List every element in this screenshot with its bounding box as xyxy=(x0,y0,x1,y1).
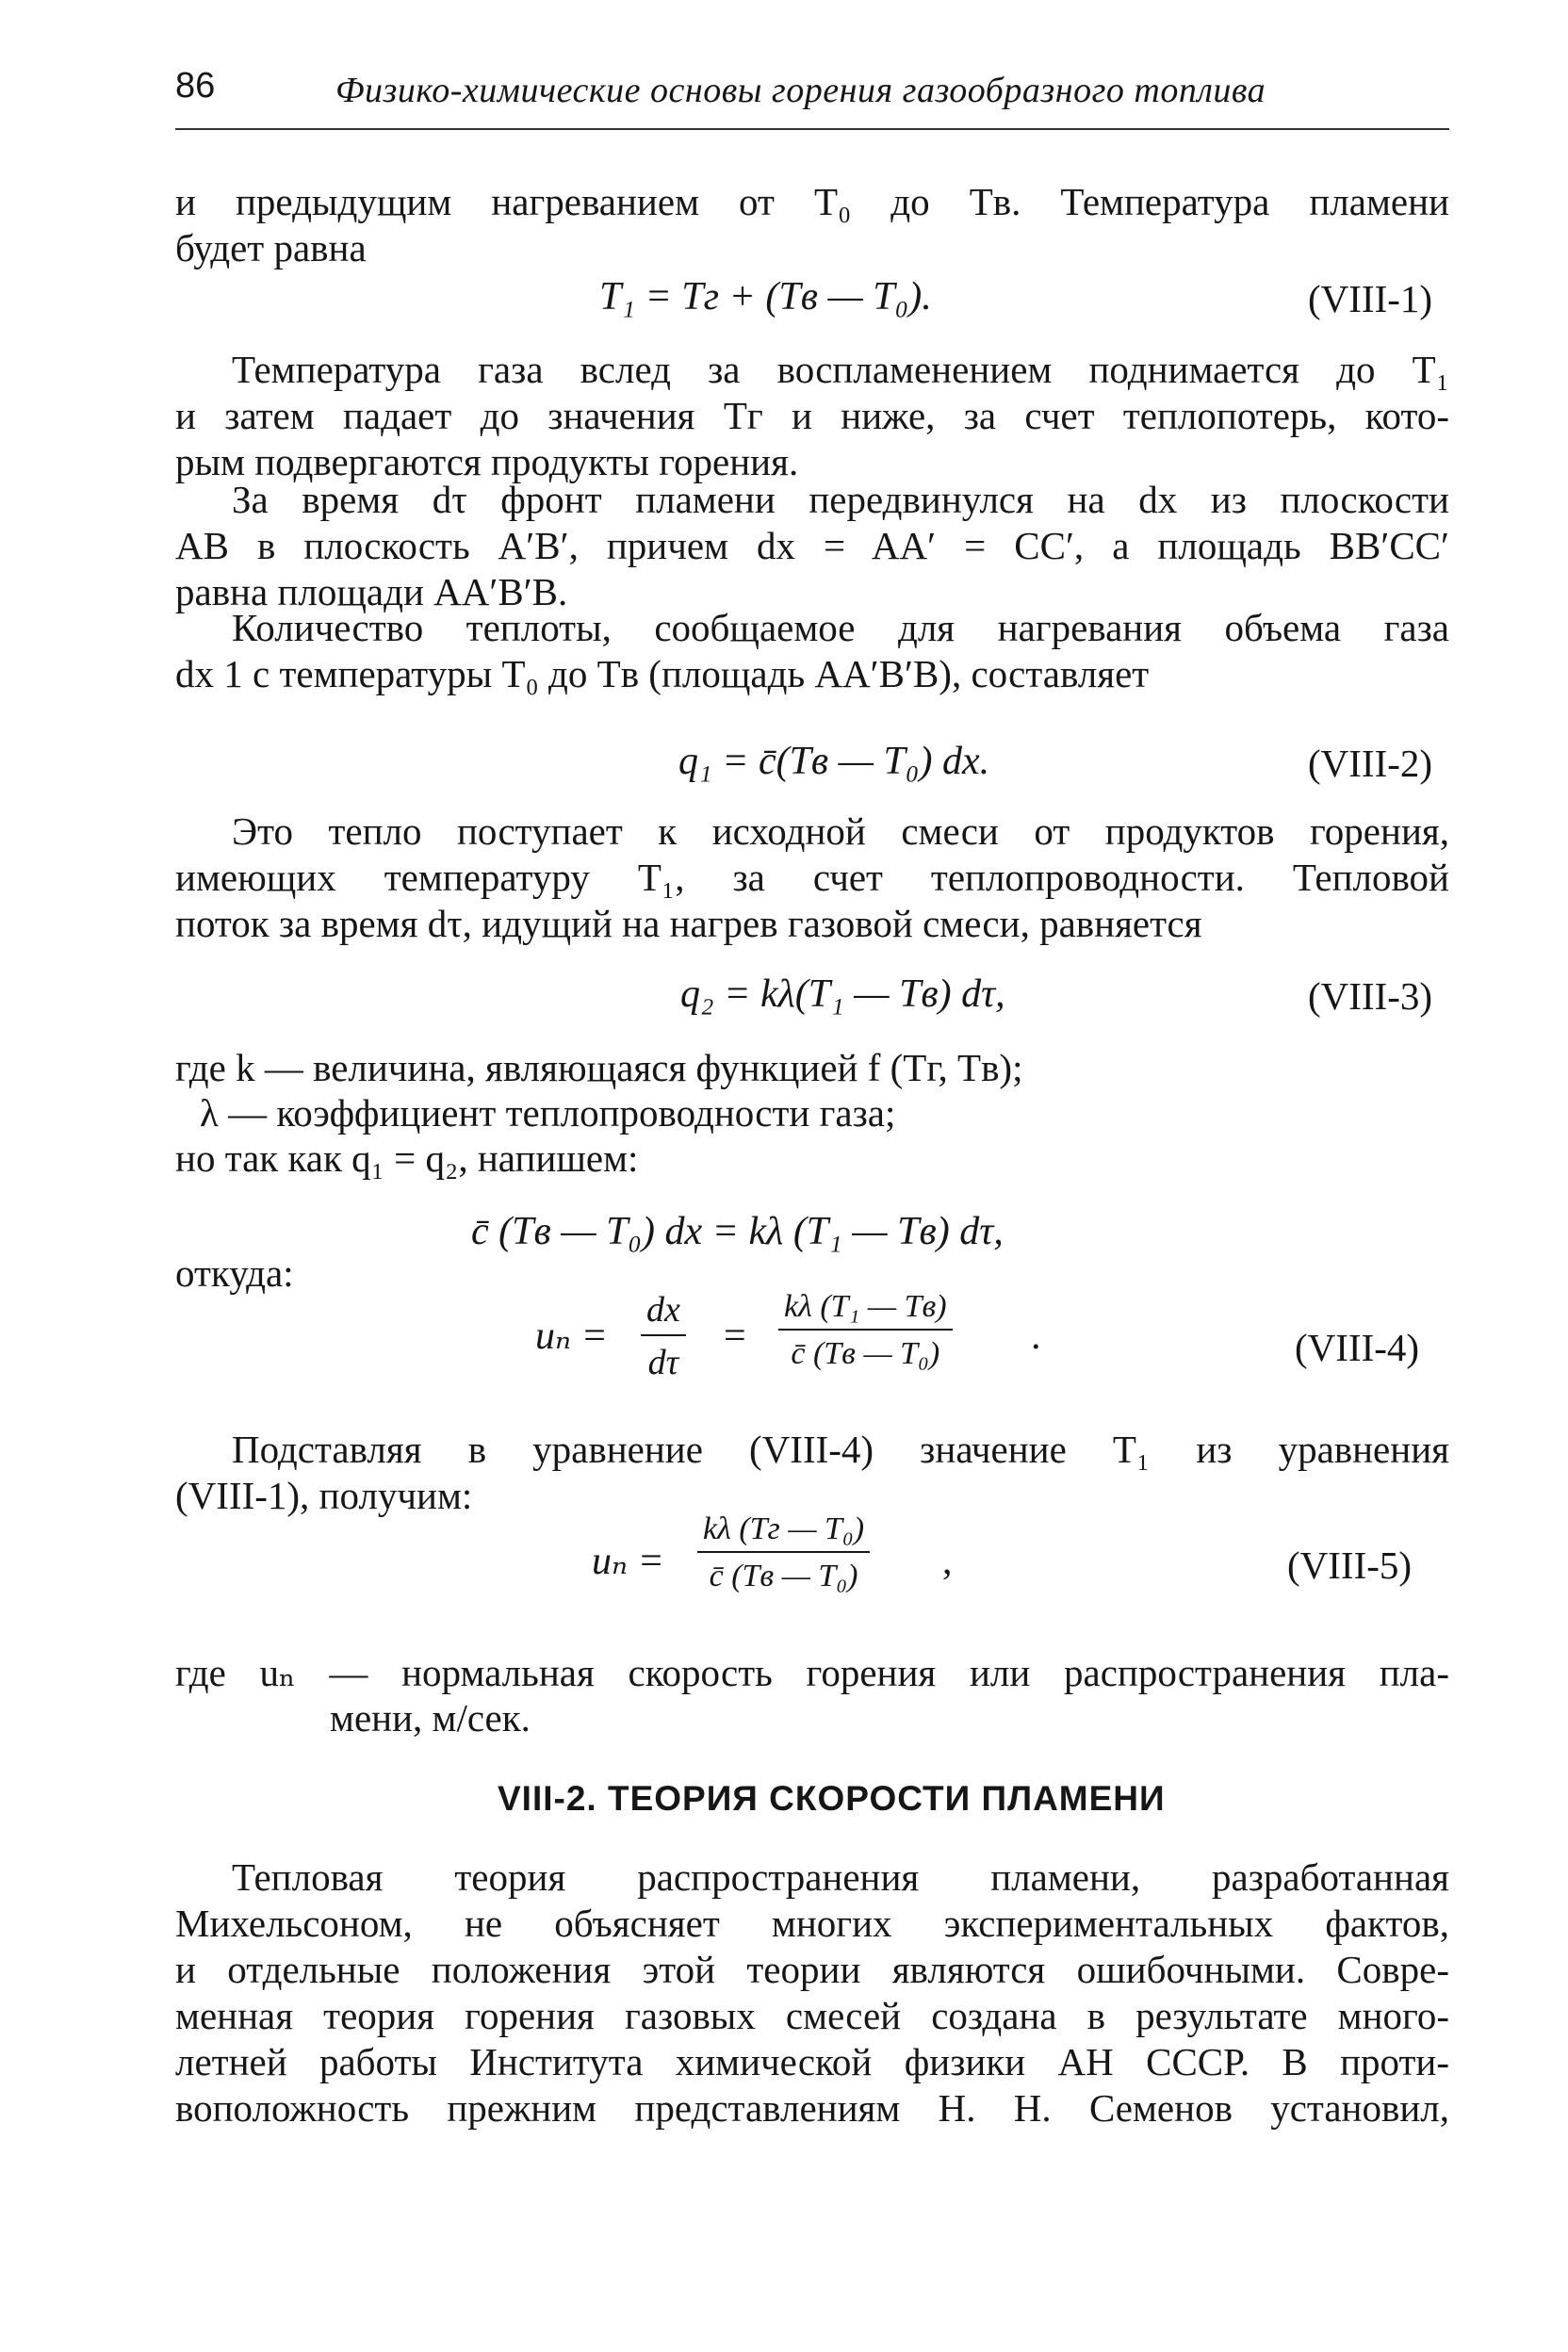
page-header xyxy=(175,66,1449,122)
text-line: Температура газа вслед за воспламенением поднимается до T₁ xyxy=(232,348,1449,391)
equation-viii-1: T₁ = Tг + (Tв — T₀). xyxy=(599,275,932,318)
header-rule xyxy=(175,128,1449,130)
text-line: Подставляя в уравнение (VIII-4) значение T₁ из уравнения xyxy=(232,1428,1449,1471)
equation-number: (VIII-1) xyxy=(1308,277,1433,320)
section-heading: VIII-2. ТЕОРИЯ СКОРОСТИ ПЛАМЕНИ xyxy=(498,1779,1166,1818)
fraction-denominator: c̄ (Tв — T₀) xyxy=(709,1559,858,1593)
text-line: равна площади AA′B′B. xyxy=(175,570,568,613)
fraction-denominator: dτ xyxy=(647,1343,679,1382)
where-lambda: λ — коэффициент теплопроводности газа; xyxy=(200,1091,896,1135)
equation-intermediate: c̄ (Tв — T₀) dx = kλ (T₁ — Tв) dτ, xyxy=(471,1210,1004,1253)
text-line: рым подвергаются продукты горения. xyxy=(175,440,799,483)
where-un xyxy=(175,1649,1449,1696)
fraction-numerator: kλ (Tг — T₀) xyxy=(697,1511,870,1553)
text-line: Это тепло поступает к исходной смеси от продуктов горения, xyxy=(232,809,1449,853)
fraction-numerator: kλ (T₁ — Tв) xyxy=(778,1289,953,1331)
whence-label: откуда: xyxy=(175,1251,294,1295)
text-line: За время dτ фронт пламени передвинулся на dx из плоскости xyxy=(232,478,1449,521)
text-line: Тепловая теория распространения пламени, разработанная xyxy=(232,1855,1449,1899)
eq5-lhs: uₙ = xyxy=(592,1540,664,1583)
paragraph-3 xyxy=(175,477,1449,615)
fraction-denominator: c̄ (Tв — T₀) xyxy=(791,1336,940,1371)
text-line: Количество теплоты, сообщаемое для нагревания объема газа xyxy=(232,606,1449,649)
equation-number: (VIII-2) xyxy=(1308,742,1433,785)
equation-number: (VIII-4) xyxy=(1295,1326,1420,1369)
page-number: 86 xyxy=(175,66,216,106)
eq4-fraction-1 xyxy=(641,1289,686,1383)
paragraph-4 xyxy=(175,605,1449,697)
text-line: и отдельные положения этой теории являются ошибочными. Совре- xyxy=(175,1948,1449,1991)
text-line: AB в плоскость A′B′, причем dx = AA′ = CC′, а площадь BB′CC′ xyxy=(175,524,1449,567)
text-line: (VIII-1), получим: xyxy=(175,1474,473,1517)
eq5-end: , xyxy=(942,1540,953,1583)
fraction-numerator: dx xyxy=(641,1289,686,1336)
where-k: где k — величина, являющаяся функцией f (Tг, Tв); xyxy=(175,1046,1023,1089)
text-line: Михельсоном, не объясняет многих экспериментальных фактов, xyxy=(175,1902,1449,1945)
text-line: летней работы Института химической физики АН СССР. В проти- xyxy=(175,2040,1449,2083)
paragraph-1 xyxy=(175,179,1449,271)
eq4-equals: = xyxy=(724,1315,746,1358)
equation-number: (VIII-5) xyxy=(1287,1544,1413,1587)
paragraph-2 xyxy=(175,347,1449,485)
text-line: и предыдущим нагреванием от T₀ до Tв. Температура пламени xyxy=(175,180,1449,223)
eq4-lhs: uₙ = xyxy=(535,1315,608,1358)
text-line: имеющих температуру T₁, за счет теплопроводности. Тепловой xyxy=(175,856,1449,899)
eq5-fraction xyxy=(697,1511,870,1594)
but-since: но так как q₁ = q₂, напишем: xyxy=(175,1136,639,1180)
text-line: и затем падает до значения Tг и ниже, за счет теплопотерь, кото- xyxy=(175,394,1449,437)
text-line: dx 1 с температуры T₀ до Tв (площадь AA′B′B), составляет xyxy=(175,652,1150,695)
paragraph-7 xyxy=(175,1854,1449,2132)
where-un-continued: мени, м/сек. xyxy=(330,1696,531,1740)
text-line: будет равна xyxy=(175,226,367,270)
paragraph-6 xyxy=(175,1427,1449,1519)
eq4-fraction-2 xyxy=(778,1289,953,1372)
equation-viii-2: q₁ = c̄(Tв — T₀) dx. xyxy=(678,740,990,783)
text-line: воположность прежним представлениям Н. Н. Семенов установил, xyxy=(175,2086,1449,2130)
text-line: менная теория горения газовых смесей создана в результате много- xyxy=(175,1994,1449,2037)
text-line: где uₙ — нормальная скорость горения или распространения пла- xyxy=(175,1651,1449,1694)
equation-number: (VIII-3) xyxy=(1308,974,1433,1018)
equation-viii-3: q₂ = kλ(T₁ — Tв) dτ, xyxy=(680,972,1005,1016)
eq4-end: . xyxy=(1031,1315,1041,1358)
text-line: поток за время dτ, идущий на нагрев газовой смеси, равняется xyxy=(175,902,1202,945)
running-title: Физико-химические основы горения газообразного топлива xyxy=(335,71,1266,110)
paragraph-5 xyxy=(175,808,1449,947)
